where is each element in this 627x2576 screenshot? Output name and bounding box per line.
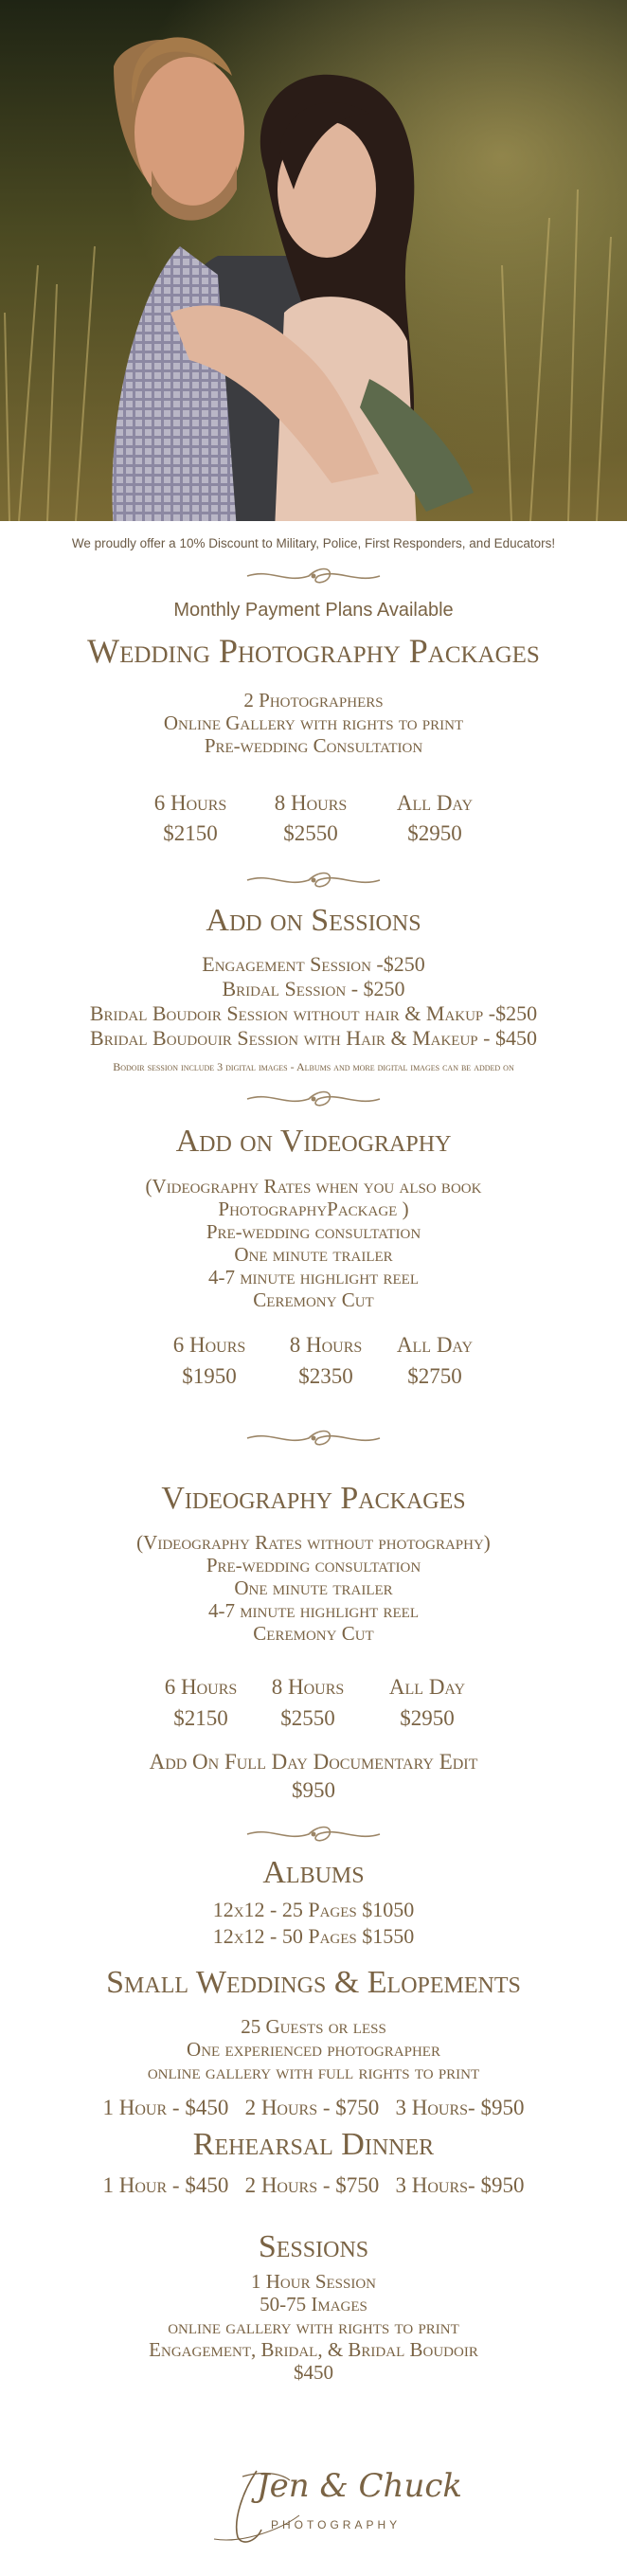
option-price: $2550: [280, 1706, 335, 1730]
addon-session-line: Engagement Session -$250: [202, 952, 425, 976]
small-wedding-line: One experienced photographer: [187, 2038, 440, 2061]
addon-video-line: 4-7 minute highlight reel: [207, 1266, 420, 1288]
option-label: All Day: [396, 791, 474, 815]
sessions-title: Sessions: [258, 2229, 369, 2264]
wedding-line: Online Gallery with rights to print: [163, 712, 464, 734]
option-price: $1950: [182, 1364, 237, 1388]
option-label: All Day: [396, 1333, 474, 1357]
flourish-divider: [0, 565, 627, 592]
wedding-line: Pre-wedding Consultation: [204, 734, 423, 757]
addon-session-line: Bridal Boudouir Session with Hair & Makeup - $450: [90, 1026, 537, 1050]
session-line: $450: [294, 2361, 333, 2384]
video-option: [173, 1329, 246, 1392]
flourish-divider: [0, 1427, 627, 1454]
video-option: [272, 1671, 345, 1734]
discount-notice: We proudly offer a 10% Discount to Military, Police, First Responders, and Educators!: [71, 536, 556, 550]
wedding-option: [154, 788, 227, 849]
video-package-line: Ceremony Cut: [253, 1622, 374, 1645]
photographer-logo: [0, 2463, 627, 2558]
addon-session-line: Bridal Session - $250: [222, 977, 405, 1000]
documentary-price: $950: [292, 1778, 335, 1802]
video-package-line: One minute trailer: [234, 1576, 393, 1599]
addon-video-title: Add on Videography: [175, 1124, 452, 1159]
wedding-options: [0, 788, 627, 845]
album-line: 12x12 - 50 Pages $1550: [212, 1924, 415, 1948]
hero-photo: [0, 0, 627, 521]
addon-video-line: One minute trailer: [234, 1243, 393, 1266]
option-price: $2150: [163, 821, 218, 845]
logo-subtitle: PHOTOGRAPHY: [271, 2518, 402, 2531]
small-wedding-line: online gallery with full rights to print: [147, 2061, 480, 2083]
albums-list: [0, 1897, 627, 1950]
wedding-details: [0, 689, 627, 757]
documentary-label: Add On Full Day Documentary Edit: [149, 1750, 478, 1774]
option-label: All Day: [388, 1675, 466, 1699]
boudoir-note: Bodoir session include 3 digital images - Albums and more digital images can be added on: [113, 1060, 514, 1073]
album-line: 12x12 - 25 Pages $1050: [212, 1898, 415, 1921]
video-option: [389, 1671, 465, 1734]
option-price: $2950: [400, 1706, 455, 1730]
option-price: $2350: [298, 1364, 353, 1388]
logo-script: Jen & Chuck: [257, 2467, 462, 2505]
session-line: 50-75 Images: [260, 2293, 367, 2315]
addon-video-line: Ceremony Cut: [253, 1288, 374, 1311]
option-price: $2550: [283, 821, 338, 845]
flourish-divider: [0, 1088, 627, 1115]
small-weddings-details: [0, 2015, 627, 2083]
video-package-line: Pre-wedding consultation: [206, 1554, 421, 1576]
addon-sessions-title: Add on Sessions: [206, 903, 421, 938]
video-package-line: 4-7 minute highlight reel: [207, 1599, 420, 1622]
addon-video-options: [0, 1329, 627, 1386]
addon-session-line: Bridal Boudoir Session without hair & Makup -$250: [89, 1001, 538, 1025]
wedding-line: 2 Photographers: [243, 689, 384, 712]
payment-plans-text: Monthly Payment Plans Available: [173, 600, 454, 621]
option-label: 6 Hours: [172, 1333, 246, 1357]
option-price: $2750: [407, 1364, 462, 1388]
option-label: 8 Hours: [274, 791, 348, 815]
option-label: 8 Hours: [271, 1675, 345, 1699]
flourish-divider: [0, 869, 627, 896]
small-weddings-title: Small Weddings & Elopements: [106, 1965, 521, 2000]
flourish-divider: [0, 1823, 627, 1850]
addon-video-line: Pre-wedding consultation: [206, 1220, 421, 1243]
video-package-line: (Videography Rates without photography): [136, 1531, 491, 1554]
option-label: 6 Hours: [164, 1675, 238, 1699]
video-option: [397, 1329, 473, 1392]
option-price: $2950: [407, 821, 462, 845]
session-line: 1 Hour Session: [250, 2270, 377, 2293]
video-packages-title: Videography Packages: [161, 1481, 466, 1516]
session-line: online gallery with rights to print: [168, 2315, 459, 2338]
albums-title: Albums: [262, 1855, 365, 1890]
addon-video-line: (Videography Rates when you also book: [145, 1175, 482, 1198]
video-option: [290, 1329, 363, 1392]
small-weddings-prices: 1 Hour - $450 2 Hours - $750 3 Hours- $950: [102, 2096, 525, 2119]
addon-video-details: [0, 1175, 627, 1311]
addon-video-line: PhotographyPackage ): [218, 1198, 409, 1220]
sessions-details: [0, 2270, 627, 2384]
video-option: [165, 1671, 238, 1734]
session-line: Engagement, Bridal, & Bridal Boudoir: [149, 2338, 478, 2361]
video-packages-details: [0, 1531, 627, 1645]
addon-sessions-list: [0, 952, 627, 1051]
option-price: $2150: [173, 1706, 228, 1730]
video-packages-options: [0, 1671, 627, 1728]
option-label: 8 Hours: [289, 1333, 363, 1357]
wedding-option: [275, 788, 348, 849]
wedding-title: Wedding Photography Packages: [87, 632, 540, 670]
rehearsal-prices: 1 Hour - $450 2 Hours - $750 3 Hours- $950: [102, 2173, 525, 2197]
option-label: 6 Hours: [153, 791, 227, 815]
small-wedding-line: 25 Guests or less: [241, 2015, 386, 2038]
wedding-option: [397, 788, 473, 849]
rehearsal-title: Rehearsal Dinner: [192, 2127, 435, 2162]
